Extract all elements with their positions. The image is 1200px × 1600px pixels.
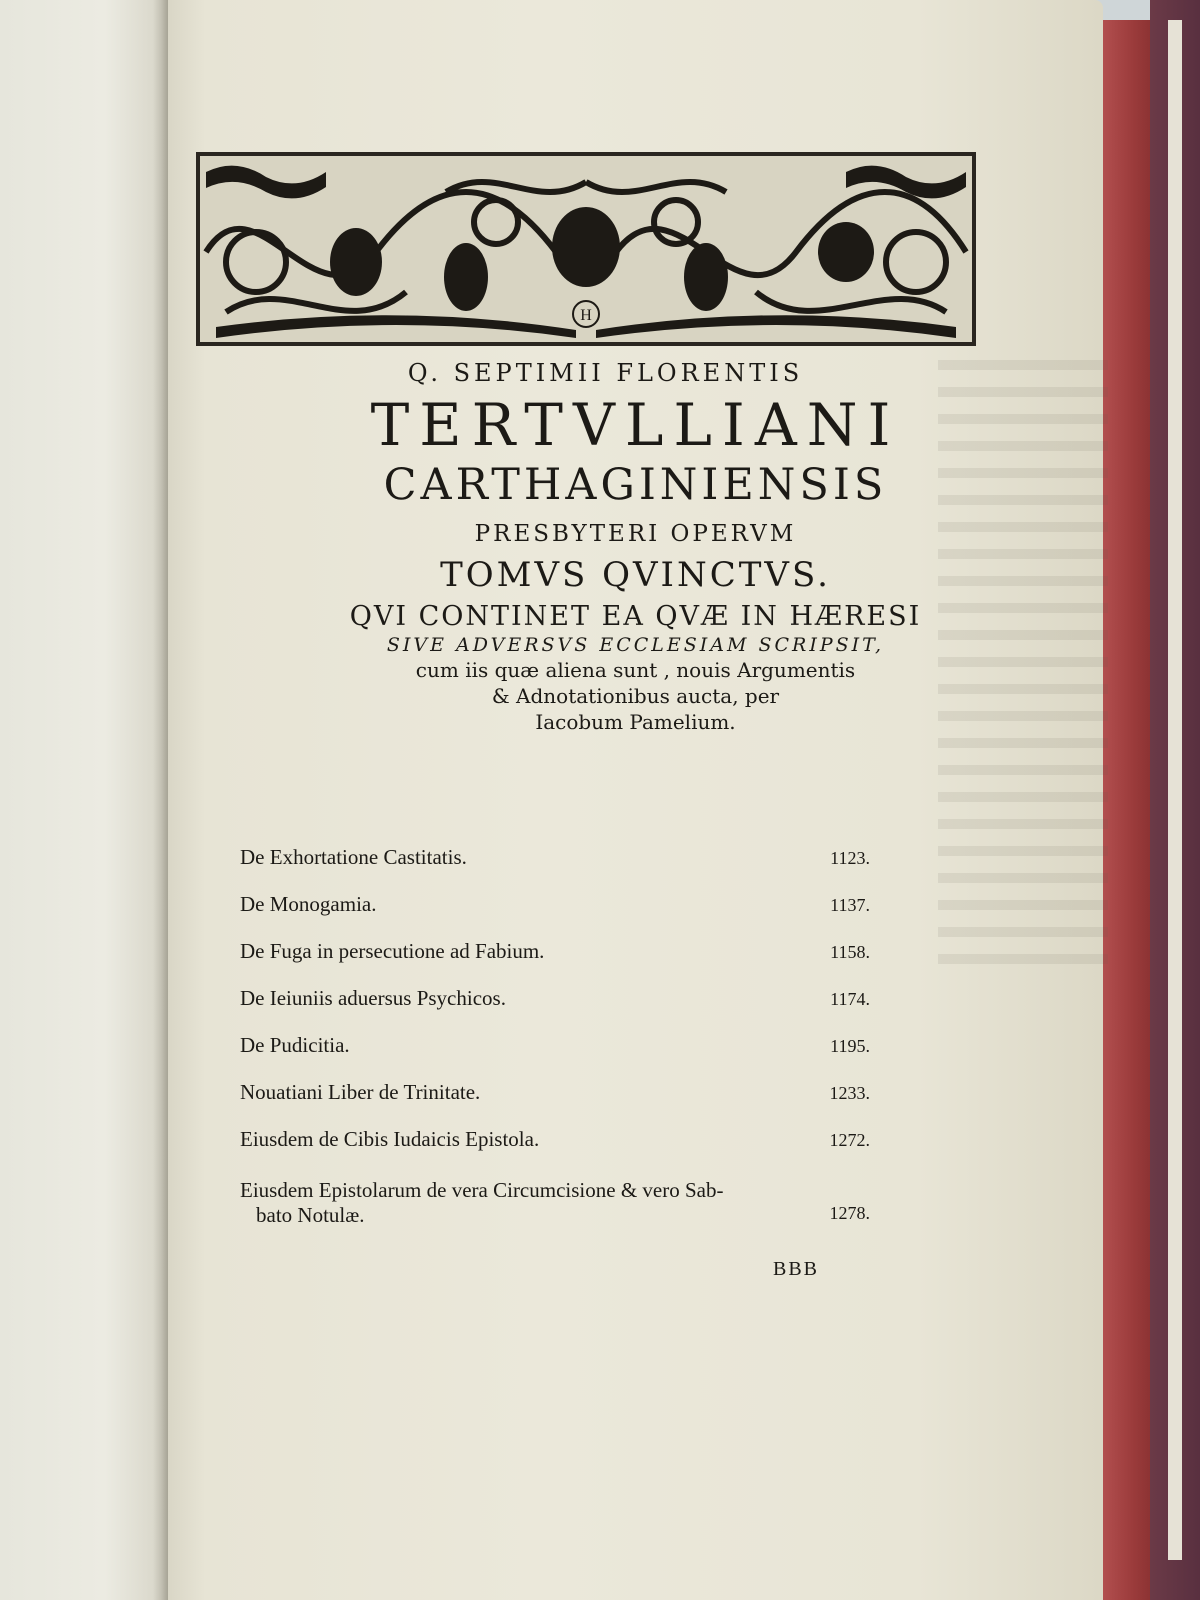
contents-title: Eiusdem Epistolarum de vera Circumcisione & vero Sab-	[240, 1178, 724, 1202]
contents-page: 1174.	[830, 989, 870, 1009]
contents-title-cont: bato Notulæ.	[256, 1203, 365, 1227]
editor-note: cum iis quæ aliena sunt , nouis Argumentis	[415, 658, 856, 683]
ornament-monogram: H	[580, 307, 592, 324]
list-item	[240, 1127, 870, 1174]
contents-page: 1137.	[830, 895, 870, 915]
contents-page: 1272.	[829, 1130, 870, 1150]
list-item	[240, 845, 870, 892]
list-item	[240, 986, 870, 1033]
contents-title: Eiusdem de Cibis Iudaicis Epistola.	[240, 1127, 540, 1151]
contents-title: De Pudicitia.	[240, 1033, 350, 1057]
volume-description: QVI CONTINET EA QVÆ IN HÆRESI	[349, 601, 922, 633]
list-item	[240, 1033, 870, 1080]
author-praenomen: Q. SEPTIMII FLORENTIS	[407, 359, 804, 387]
contents-title: De Ieiuniis aduersus Psychicos.	[240, 986, 506, 1010]
title-page	[168, 0, 1103, 1600]
list-item	[240, 1080, 870, 1127]
contents-title-cont-row	[240, 1203, 870, 1228]
editor-note-cont: & Adnotationibus aucta, per	[491, 684, 780, 709]
contents-title: De Exhortatione Castitatis.	[240, 845, 467, 869]
left-page	[0, 0, 175, 1600]
contents-title: De Fuga in persecutione ad Fabium.	[240, 939, 545, 963]
list-item	[240, 1178, 870, 1228]
author-name: TERTVLLIANI	[370, 391, 901, 459]
contents-page: 1278.	[829, 1203, 870, 1223]
contents-page: 1123.	[830, 848, 870, 868]
volume-description-cont: SIVE ADVERSVS ECCLESIAM SCRIPSIT,	[386, 634, 885, 657]
contents-page: 1158.	[830, 942, 870, 962]
contents-title: De Monogamia.	[240, 892, 377, 916]
contents-title: Nouatiani Liber de Trinitate.	[240, 1080, 481, 1104]
list-item	[240, 939, 870, 986]
title-block	[168, 355, 1103, 734]
contents-page: 1233.	[829, 1083, 870, 1103]
table-of-contents	[240, 845, 870, 1228]
work-title: PRESBYTERI OPERVM	[474, 521, 797, 548]
editor-name: Iacobum Pamelium.	[535, 710, 736, 735]
endpaper-edge	[1168, 20, 1182, 1560]
volume-number: TOMVS QVINCTVS.	[440, 555, 831, 596]
list-item	[240, 892, 870, 939]
woodcut-headpiece-ornament	[196, 152, 976, 346]
contents-page: 1195.	[830, 1036, 870, 1056]
signature-mark: BBB	[773, 1258, 820, 1280]
author-origin: CARTHAGINIENSIS	[383, 459, 888, 510]
